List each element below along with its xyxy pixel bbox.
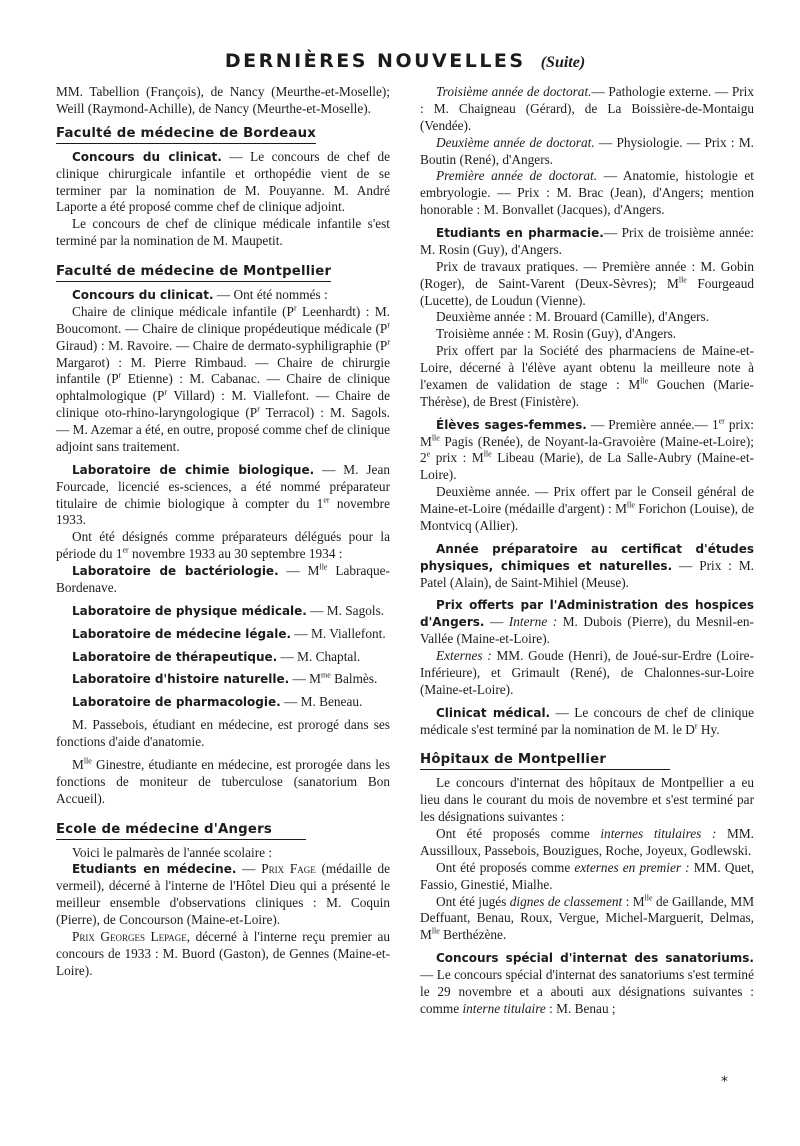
preparateurs-delegues: Ont été désignés comme préparateurs délégués pour la période du 1er novembre 1933 au 30 septembre 1934 :	[56, 529, 390, 562]
sages-femmes-premiere: Élèves sages-femmes. — Première année.— 1er prix: $M^{lle}$ Pagis (Renée), de Noyant-la-Gravoière (Maine-et-Loire); 2e prix : $M^{lle}$ Libeau (Marie), de La Salle-Aubry (Maine-et-Loire).	[420, 416, 755, 483]
montpellier-clinicat: Concours du clinicat. — Ont été nommés :	[72, 287, 328, 302]
clinicat-medical: Clinicat médical. — Le concours de chef de clinique médicale s'est terminé par la nomination de M. le $D^r$ Hy.	[420, 704, 755, 737]
chimie-biologique: Laboratoire de chimie biologique. — M. Jean Fourcade, licencié es-sciences, a été nommé préparateur titulaire de chimie biologique à compter du 1er novembre 1933.	[56, 461, 391, 528]
angers-prix-fage: Etudiants en médecine. — Prix Fage (médaille de vermeil), décerné à l'interne de l'Hôtel Dieu qui a présenté le meilleur ensemble d'observations cliniques : M. Coquin (Pierre), de Concourson (Maine-et-Loire).	[56, 861, 390, 927]
suite-label: (Suite)	[540, 54, 586, 71]
etudiants-pharmacie: Etudiants en pharmacie.— Prix de troisième année: M. Rosin (Guy), d'Angers.	[420, 225, 754, 257]
prix-externes: Externes : MM. Goude (Henri), de Joué-sur-Erdre (Loire-Inférieure), et Grimault (René), de Chalonnes-sur-Loire (Maine-et-Loire).	[420, 648, 754, 697]
internes-titulaires: Ont été proposés comme internes titulaires : MM. Aussilloux, Passebois, Bouzigues, Roche, Joyeux, Godlewski.	[420, 826, 754, 858]
lab-therapeutique: Laboratoire de thérapeutique. — M. Chaptal.	[72, 648, 361, 664]
two-column-body	[56, 84, 754, 1018]
sages-femmes-deuxieme: Deuxième année. — Prix offert par le Conseil général de Maine-et-Loire (médaille d'argent) : $M^{lle}$ Forichon (Louise), de Montvicq (Allier).	[420, 484, 754, 533]
dignes-de-classement: Ont été jugés dignes de classement : $M^{lle}$ de Gaillande, MM Deffuant, Benau, Roux, Vergue, Michel-Marguerit, Delmas, $M^{lle}$ Berthézène.	[420, 893, 755, 943]
troisieme-doctorat: Troisième année de doctorat.— Pathologie externe. — Prix : M. Chaigneau (Gérard), de La Boissière-de-Montaigu (Vendée).	[420, 84, 754, 133]
passebois-paragraph: M. Passebois, étudiant en médecine, est prorogé dans ses fonctions d'aide d'anatomie.	[56, 717, 390, 749]
section-title: DERNIÈRES NOUVELLES	[224, 50, 526, 72]
montpellier-chaires: Chaire de clinique médicale infantile ($P^r$ Leenhardt) : M. Boucomont. — Chaire de clinique propédeutique médicale ($P^r$ Giraud) : M. Ravoire. — Chaire de dermato-syphiligraphie ($P^r$ Margarot) : M. Pierre Rimbaud. — Chaire de chirurgie infantile ($P^r$ Etienne) : M. Cabanac. — Chaire de clinique ophtalmologique ($P^r$ Villard) : M. Viallefont. — Chaire de clinique oto-rhino-laryngologique ($P^r$ Terracol) : M. Sagols. — M. Azemar a été, en outre, proposé comme chef de clinique adjoint sans traitement.	[56, 303, 391, 454]
troisieme-annee: Troisième année : M. Rosin (Guy), d'Angers.	[436, 326, 677, 342]
internat-sanatoriums: Concours spécial d'internat des sanatoriums. — Le concours spécial d'internat des sanatoriums s'est terminé le 29 novembre et a abouti aux désignations suivantes : comme interne titulaire : M. Benau ;	[420, 951, 754, 1016]
running-head	[56, 50, 754, 72]
heading-montpellier: Faculté de médecine de Montpellier	[56, 264, 331, 282]
deuxieme-doctorat: Deuxième année de doctorat. — Physiologie. — Prix : M. Boutin (René), d'Angers.	[420, 134, 755, 167]
intro-paragraph: MM. Tabellion (François), de Nancy (Meurthe-et-Moselle); Weill (Raymond-Achille), de Nancy (Meurthe-et-Moselle).	[56, 84, 390, 116]
angers-prix-lepage: Prix Georges Lepage, décerné à l'interne reçu premier au concours de 1933 : M. Buord (Gaston), de Gennes (Maine-et-Loire).	[56, 928, 390, 978]
bordeaux-infantile: Le concours de chef de clinique médicale infantile s'est terminé par la nomination de M. Maupetit.	[56, 216, 390, 249]
heading-bordeaux: Faculté de médecine de Bordeaux	[56, 126, 316, 144]
left-column	[56, 84, 390, 1018]
prix-hospices: Prix offerts par l'Administration des hospices d'Angers. — Interne : M. Dubois (Pierre), du Mesnil-en-Vallée (Maine-et-Loire).	[420, 598, 754, 647]
heading-angers: Ecole de médecine d'Angers	[56, 822, 306, 840]
travaux-pratiques: Prix de travaux pratiques. — Première année : M. Gobin (Roger), de Saint-Varent (Deux-Sèvres); $M^{lle}$ Fourgeaud (Lucette), de Loudun (Vienne).	[420, 258, 754, 308]
deuxieme-annee: Deuxième année : M. Brouard (Camille), d'Angers.	[436, 309, 710, 325]
ginestre-paragraph: $M^{lle}$ Ginestre, étudiante en médecine, est prorogée dans les fonctions de moniteur de tuberculose (sanatorium Bon Accueil).	[56, 756, 390, 806]
right-column	[420, 84, 754, 1018]
prix-societe-pharmaciens: Prix offert par la Société des pharmaciens de Maine-et-Loire, décerné à l'élève ayant obtenu la meilleure note à l'examen de validation de stage : $M^{lle}$ Gouchen (Marie-Thérèse), de Brest (Finistère).	[420, 343, 754, 409]
lab-histoire-naturelle: Laboratoire d'histoire naturelle. — $M^{me}$ Balmès.	[72, 670, 378, 687]
heading-hopitaux-montpellier: Hôpitaux de Montpellier	[420, 752, 670, 770]
hopitaux-intro: Le concours d'internat des hôpitaux de Montpellier a eu lieu dans le courant du mois de novembre et s'est terminé par les désignations suivantes :	[420, 775, 754, 825]
premiere-doctorat: Première année de doctorat. — Anatomie, histologie et embryologie. — Prix : M. Brac (Jean), d'Angers; mention honorable : M. Bonvallet (Jacques), d'Angers.	[420, 168, 754, 218]
annee-preparatoire: Année préparatoire au certificat d'études physiques, chimiques et naturelles. — Prix : M. Patel (Alain), de Saint-Mihiel (Meuse).	[420, 541, 755, 590]
lab-medecine-legale: Laboratoire de médecine légale. — M. Viallefont.	[72, 625, 386, 641]
lab-pharmacologie: Laboratoire de pharmacologie. — M. Beneau.	[72, 694, 363, 710]
bordeaux-clinicat: Concours du clinicat. — Le concours de chef de clinique chirurgicale infantile et orthopédie vient de se terminer par la nomination de M. Pouyanne. M. André Laporte a été proposé comme chef de clinique adjoint.	[56, 148, 391, 215]
lab-bacteriologie: Laboratoire de bactériologie. — $M^{lle}$ Labraque-Bordenave.	[56, 562, 390, 595]
angers-intro: Voici le palmarès de l'année scolaire :	[72, 844, 273, 860]
externes-en-premier: Ont été proposés comme externes en premier : MM. Quet, Fassio, Ginestié, Mialhe.	[420, 859, 755, 892]
continuation-asterisk: *	[721, 1074, 728, 1090]
lab-physique: Laboratoire de physique médicale. — M. Sagols.	[72, 602, 385, 618]
